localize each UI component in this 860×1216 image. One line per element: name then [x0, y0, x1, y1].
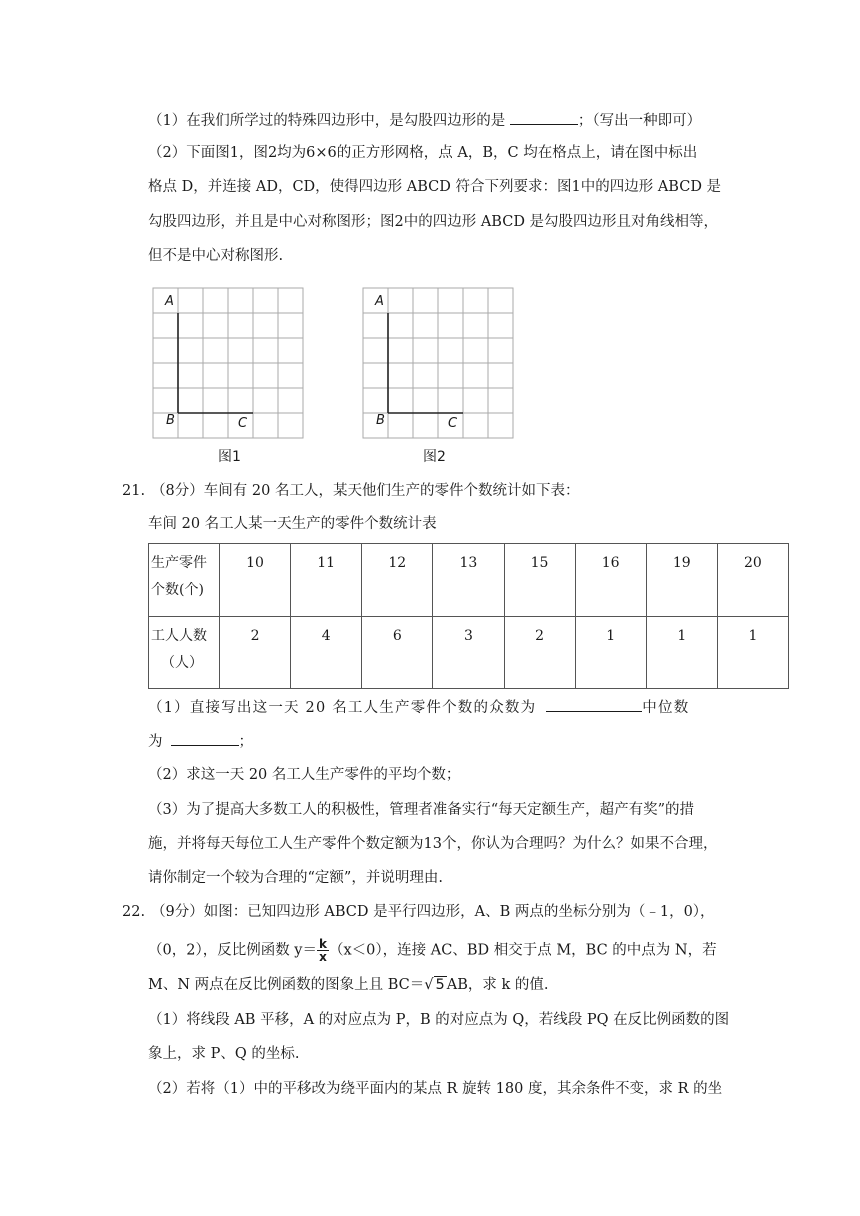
q22-part2-line1: （2）若将（1）中的平移改为绕平面内的某点 R 旋转 180 度，其余条件不变，求 R 的坐 [148, 1081, 723, 1097]
table-cell: 3 [433, 616, 504, 689]
table-row [149, 616, 789, 689]
table-row [149, 544, 789, 617]
q21-part1-line2: 为 ； [148, 731, 253, 752]
q22-stem-line1: 22. （9分）如图：已知四边形 ABCD 是平行四边形，A、B 两点的坐标分别为（﹣1，0）， [122, 904, 715, 920]
fraction-k-over-x: $\frac{k}{x}$ [319, 937, 327, 964]
table-cell: 11 [291, 544, 362, 617]
answer-blank[interactable] [510, 110, 578, 125]
q21-stem: 21. （8分）车间有 20 名工人，某天他们生产的零件个数统计如下表： [122, 483, 580, 499]
fig1-point-b: B [166, 413, 175, 428]
q22-stem-line3: M、N 两点在反比例函数的图象上且 BC＝√ 5 AB，求 k 的值. [148, 977, 549, 993]
fig2-point-c: C [448, 416, 458, 431]
q21-part3-line1: （3）为了提高大多数工人的积极性，管理者准备实行“每天定额生产，超产有奖”的措 [148, 802, 695, 818]
q21-part3-line2: 施，并将每天每位工人生产零件个数定额为13个，你认为合理吗？为什么？如果不合理， [148, 836, 718, 852]
mode-answer-blank[interactable] [546, 697, 642, 712]
q22-part1-line2: 象上，求 P、Q 的坐标. [148, 1046, 300, 1062]
table-cell: 2 [220, 616, 291, 689]
q20-part1: （1）在我们所学过的特殊四边形中，是勾股四边形的是 ；（写出一种即可） [148, 110, 701, 131]
figure-2-caption: 图2 [423, 449, 446, 465]
table-cell: 13 [433, 544, 504, 617]
sqrt-five: √ 5 [424, 977, 445, 993]
q20-part2-line2: 格点 D，并连接 AD，CD，使得四边形 ABCD 符合下列要求：图1中的四边形 ABCD 是 [148, 179, 722, 195]
fig1-point-a: A [165, 294, 174, 309]
table-cell: 2 [504, 616, 575, 689]
q20-part2-line3: 勾股四边形，并且是中心对称图形；图2中的四边形 ABCD 是勾股四边形且对角线相等， [148, 214, 719, 230]
stats-table [148, 543, 789, 689]
table-cell: 1 [575, 616, 646, 689]
table-cell: 19 [646, 544, 717, 617]
table-header-parts: 生产零件 个数(个) [149, 544, 220, 617]
fig2-point-a: A [375, 294, 384, 309]
q22-stem-line2: （0，2），反比例函数 y＝ $\frac{k}{x}$ （x＜0），连接 AC、BD 相交于点 M，BC 的中点为 N，若 [148, 937, 717, 964]
figure-1-caption: 图1 [218, 449, 241, 465]
table-cell: 10 [220, 544, 291, 617]
q21-part1-line1: （1）直接写出这一天 20 名工人生产零件个数的众数为 中位数 [148, 697, 689, 718]
table-cell: 15 [504, 544, 575, 617]
table-cell: 16 [575, 544, 646, 617]
q20-part2-line4: 但不是中心对称图形. [148, 248, 284, 264]
table-cell: 12 [362, 544, 433, 617]
q21-part3-line3: 请你制定一个较为合理的“定额”，并说明理由. [148, 870, 443, 886]
fig1-point-c: C [238, 416, 248, 431]
table-cell: 4 [291, 616, 362, 689]
table-cell: 1 [717, 616, 788, 689]
q22-part1-line1: （1）将线段 AB 平移，A 的对应点为 P，B 的对应点为 Q，若线段 PQ 在反比例函数的图 [148, 1012, 730, 1028]
q21-part2: （2）求这一天 20 名工人生产零件的平均个数； [148, 767, 461, 783]
q20-part2-line1: （2）下面图1，图2均为6×6的正方形网格，点 A，B，C 均在格点上，请在图中标出 [148, 145, 698, 161]
q21-table-title: 车间 20 名工人某一天生产的零件个数统计表 [148, 516, 437, 532]
table-cell: 20 [717, 544, 788, 617]
median-answer-blank[interactable] [171, 731, 239, 746]
fig2-point-b: B [376, 413, 385, 428]
table-header-workers: 工人人数 （人） [149, 616, 220, 689]
table-cell: 6 [362, 616, 433, 689]
table-cell: 1 [646, 616, 717, 689]
